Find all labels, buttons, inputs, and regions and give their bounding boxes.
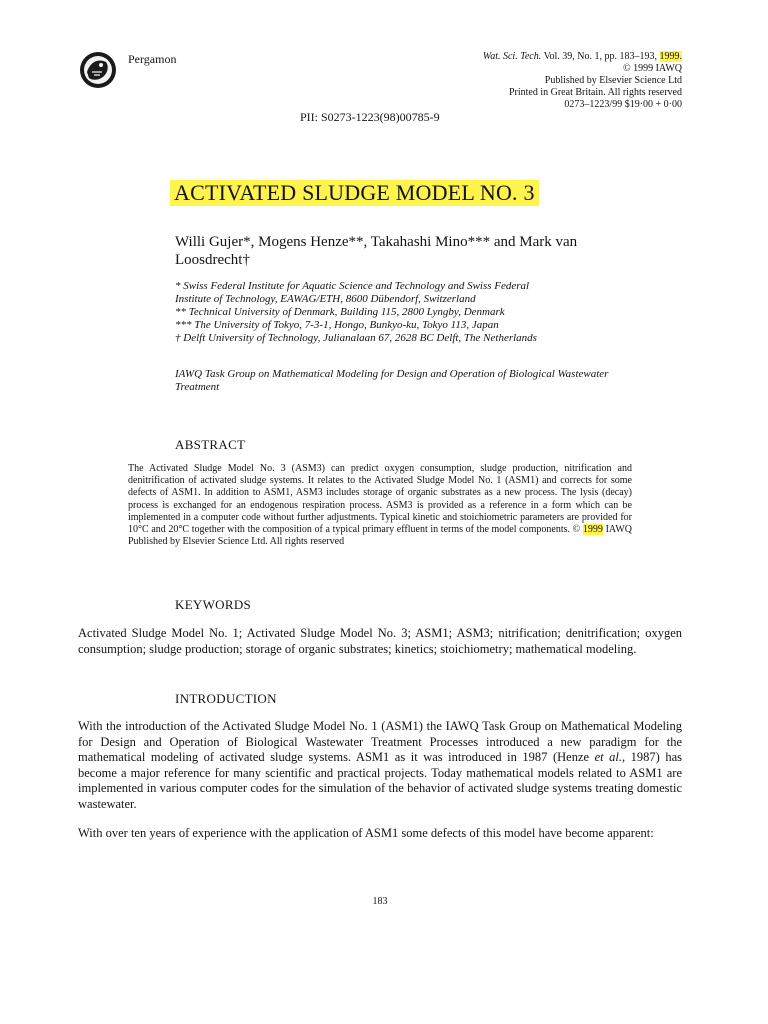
abstract-body-after: IAWQ Published by Elsevier Science Ltd. All rights reserved — [128, 524, 632, 548]
affiliation-line: *** The University of Tokyo, 7-3-1, Hongo, Bunkyo-ku, Tokyo 113, Japan — [175, 319, 499, 331]
affiliation-line: Institute of Technology, EAWAG/ETH, 8600 Dübendorf, Switzerland — [175, 293, 476, 305]
author-list: Willi Gujer*, Mogens Henze**, Takahashi Mino*** and Mark van Loosdrecht† — [175, 234, 578, 268]
intro-p1-etal: et al. — [594, 750, 622, 764]
paper-title: ACTIVATED SLUDGE MODEL NO. 3 — [170, 180, 539, 206]
published-by-line: Published by Elsevier Science Ltd — [544, 75, 682, 86]
pergamon-logo-icon — [78, 50, 118, 90]
introduction-paragraph-2: With over ten years of experience with the application of ASM1 some defects of this model have become apparent: — [78, 826, 654, 840]
intro-p1-before: With the introduction of the Activated Sludge Model No. 1 (ASM1) the IAWQ Task Group on Mathematical Modeling for Design and Operation of Biological Wastewater Treatment Processes introduced a new paradigm for the mathematical modeling of activated sludge systems. ASM1 as it was introduced in 1987 (Henze — [78, 719, 682, 764]
abstract-body-before: The Activated Sludge Model No. 3 (ASM3) can predict oxygen consumption, sludge production, nitrification and denitrification of activated sludge systems. It relates to the Activated Sludge Model No. 1 (ASM1) and corrects for some defects of ASM1. In addition to ASM1, ASM3 includes storage of organic substrates as a new process. The lysis (decay) process is exchanged for an endogenous respiration process. ASM3 is provided as a reference in a form which can be implemented in a computer code without further adjustments. Typical kinetic and stoichiometric parameters are provided for 10°C and 20°C together with the composition of a typical primary effluent in terms of the model components. © — [128, 463, 632, 536]
price-line: 0273–1223/99 $19·00 + 0·00 — [564, 99, 682, 110]
abstract-text — [128, 463, 632, 548]
intro-p1-after: , 1987) has become a major reference for many scientific and practical projects. Today mathematical models related to ASM1 are implemented in various computer codes for the simulation of the behavior of activated sludge systems treating domestic wastewater. — [78, 750, 682, 811]
citation-volume: Vol. 39, No. 1, pp. 183–193, — [543, 51, 657, 62]
introduction-paragraph-1 — [78, 719, 682, 812]
abstract-year-highlight: 1999 — [582, 524, 603, 536]
introduction-heading: INTRODUCTION — [175, 691, 277, 706]
publisher-name: Pergamon — [128, 51, 177, 66]
publisher-block — [78, 50, 176, 90]
printed-in-line: Printed in Great Britain. All rights reserved — [508, 87, 682, 98]
citation-year-highlight: 1999. — [659, 51, 682, 62]
pii-identifier: PII: S0273-1223(98)00785-9 — [300, 110, 440, 124]
citation-header — [483, 51, 682, 111]
affiliation-line: * Swiss Federal Institute for Aquatic Science and Technology and Swiss Federal — [175, 280, 530, 292]
journal-abbrev: Wat. Sci. Tech. — [482, 51, 542, 62]
abstract-heading: ABSTRACT — [175, 437, 246, 452]
copyright-line: © 1999 IAWQ — [622, 63, 682, 74]
affiliations — [175, 280, 645, 345]
journal-citation — [483, 51, 682, 63]
affiliation-line: † Delft University of Technology, Julianalaan 67, 2628 BC Delft, The Netherlands — [175, 332, 537, 344]
keywords-text: Activated Sludge Model No. 1; Activated Sludge Model No. 3; ASM1; ASM3; nitrification; denitrification; oxygen consumption; sludge production; storage of organic substrates; kinetics; stoichiometry; mathematical modeling. — [78, 626, 682, 656]
affiliation-line: ** Technical University of Denmark, Building 115, 2800 Lyngby, Denmark — [175, 306, 505, 318]
task-group-note: IAWQ Task Group on Mathematical Modeling for Design and Operation of Biological Wastewater Treatment — [175, 368, 609, 393]
page-number: 183 — [372, 896, 388, 907]
keywords-heading: KEYWORDS — [175, 597, 252, 612]
